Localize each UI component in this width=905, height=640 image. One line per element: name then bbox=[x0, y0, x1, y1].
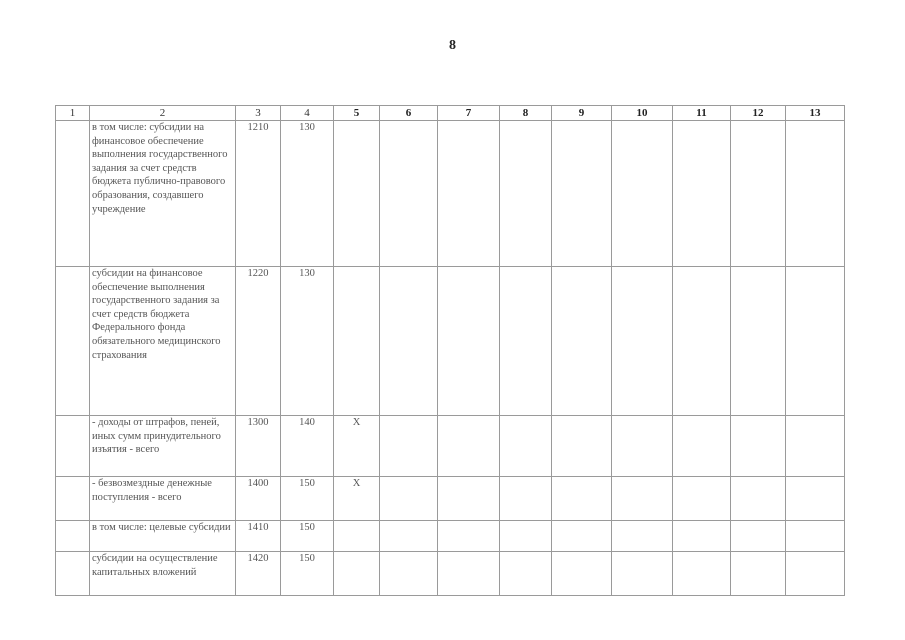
row-number-cell bbox=[56, 552, 90, 596]
empty-cell bbox=[612, 521, 673, 552]
empty-cell bbox=[786, 267, 845, 416]
budget-code: 140 bbox=[281, 416, 334, 477]
empty-cell bbox=[786, 521, 845, 552]
empty-cell bbox=[380, 267, 438, 416]
empty-cell bbox=[731, 521, 786, 552]
row-description: - доходы от штрафов, пеней, иных сумм принудительного изъятия - всего bbox=[90, 416, 236, 477]
empty-cell bbox=[552, 521, 612, 552]
empty-cell bbox=[380, 121, 438, 267]
row-description: в том числе: целевые субсидии bbox=[90, 521, 236, 552]
row-number-cell bbox=[56, 267, 90, 416]
col5-cell bbox=[334, 552, 380, 596]
row-description: - безвозмездные денежные поступления - всего bbox=[90, 477, 236, 521]
col5-cell bbox=[334, 267, 380, 416]
column-header: 8 bbox=[500, 106, 552, 121]
empty-cell bbox=[731, 552, 786, 596]
empty-cell bbox=[552, 416, 612, 477]
empty-cell bbox=[552, 267, 612, 416]
row-description: субсидии на осуществление капитальных вложений bbox=[90, 552, 236, 596]
empty-cell bbox=[500, 552, 552, 596]
row-number-cell bbox=[56, 477, 90, 521]
empty-cell bbox=[612, 416, 673, 477]
column-header: 12 bbox=[731, 106, 786, 121]
empty-cell bbox=[786, 416, 845, 477]
budget-code: 150 bbox=[281, 552, 334, 596]
empty-cell bbox=[673, 416, 731, 477]
row-description: субсидии на финансовое обеспечение выполнения государственного задания за счет средств бюджета Федерального фонда обязательного медицинского страхования bbox=[90, 267, 236, 416]
empty-cell bbox=[380, 521, 438, 552]
col5-cell bbox=[334, 521, 380, 552]
budget-code: 150 bbox=[281, 477, 334, 521]
empty-cell bbox=[612, 267, 673, 416]
column-header: 1 bbox=[56, 106, 90, 121]
empty-cell bbox=[731, 121, 786, 267]
empty-cell bbox=[673, 521, 731, 552]
row-description: в том числе: субсидии на финансовое обеспечение выполнения государственного задания за счет средств бюджета публично-правового образования, создавшего учреждение bbox=[90, 121, 236, 267]
column-header: 2 bbox=[90, 106, 236, 121]
table-row bbox=[56, 121, 845, 267]
empty-cell bbox=[500, 416, 552, 477]
column-header: 3 bbox=[236, 106, 281, 121]
empty-cell bbox=[500, 477, 552, 521]
table-row bbox=[56, 521, 845, 552]
empty-cell bbox=[552, 552, 612, 596]
page-number: 8 bbox=[449, 38, 456, 53]
empty-cell bbox=[552, 477, 612, 521]
empty-cell bbox=[612, 552, 673, 596]
column-header: 11 bbox=[673, 106, 731, 121]
empty-cell bbox=[786, 552, 845, 596]
empty-cell bbox=[786, 477, 845, 521]
empty-cell bbox=[612, 121, 673, 267]
column-header: 4 bbox=[281, 106, 334, 121]
line-code: 1410 bbox=[236, 521, 281, 552]
empty-cell bbox=[438, 267, 500, 416]
budget-code: 130 bbox=[281, 121, 334, 267]
line-code: 1400 bbox=[236, 477, 281, 521]
row-number-cell bbox=[56, 121, 90, 267]
budget-code: 150 bbox=[281, 521, 334, 552]
empty-cell bbox=[380, 477, 438, 521]
empty-cell bbox=[438, 477, 500, 521]
column-header: 7 bbox=[438, 106, 500, 121]
empty-cell bbox=[500, 521, 552, 552]
empty-cell bbox=[673, 121, 731, 267]
line-code: 1210 bbox=[236, 121, 281, 267]
col5-cell: Х bbox=[334, 416, 380, 477]
empty-cell bbox=[673, 267, 731, 416]
empty-cell bbox=[786, 121, 845, 267]
empty-cell bbox=[731, 267, 786, 416]
empty-cell bbox=[438, 121, 500, 267]
empty-cell bbox=[380, 416, 438, 477]
table-row bbox=[56, 552, 845, 596]
empty-cell bbox=[552, 121, 612, 267]
line-code: 1420 bbox=[236, 552, 281, 596]
budget-code: 130 bbox=[281, 267, 334, 416]
empty-cell bbox=[500, 121, 552, 267]
table-row bbox=[56, 477, 845, 521]
row-number-cell bbox=[56, 521, 90, 552]
line-code: 1300 bbox=[236, 416, 281, 477]
empty-cell bbox=[500, 267, 552, 416]
column-header: 6 bbox=[380, 106, 438, 121]
empty-cell bbox=[438, 416, 500, 477]
col5-cell: Х bbox=[334, 477, 380, 521]
col5-cell bbox=[334, 121, 380, 267]
empty-cell bbox=[438, 552, 500, 596]
column-header: 5 bbox=[334, 106, 380, 121]
empty-cell bbox=[380, 552, 438, 596]
empty-cell bbox=[612, 477, 673, 521]
empty-cell bbox=[731, 416, 786, 477]
table-row bbox=[56, 267, 845, 416]
row-number-cell bbox=[56, 416, 90, 477]
empty-cell bbox=[438, 521, 500, 552]
line-code: 1220 bbox=[236, 267, 281, 416]
column-header: 13 bbox=[786, 106, 845, 121]
report-table bbox=[55, 105, 845, 596]
empty-cell bbox=[673, 552, 731, 596]
empty-cell bbox=[673, 477, 731, 521]
column-header: 9 bbox=[552, 106, 612, 121]
column-number-row bbox=[56, 106, 845, 121]
table-row bbox=[56, 416, 845, 477]
empty-cell bbox=[731, 477, 786, 521]
column-header: 10 bbox=[612, 106, 673, 121]
